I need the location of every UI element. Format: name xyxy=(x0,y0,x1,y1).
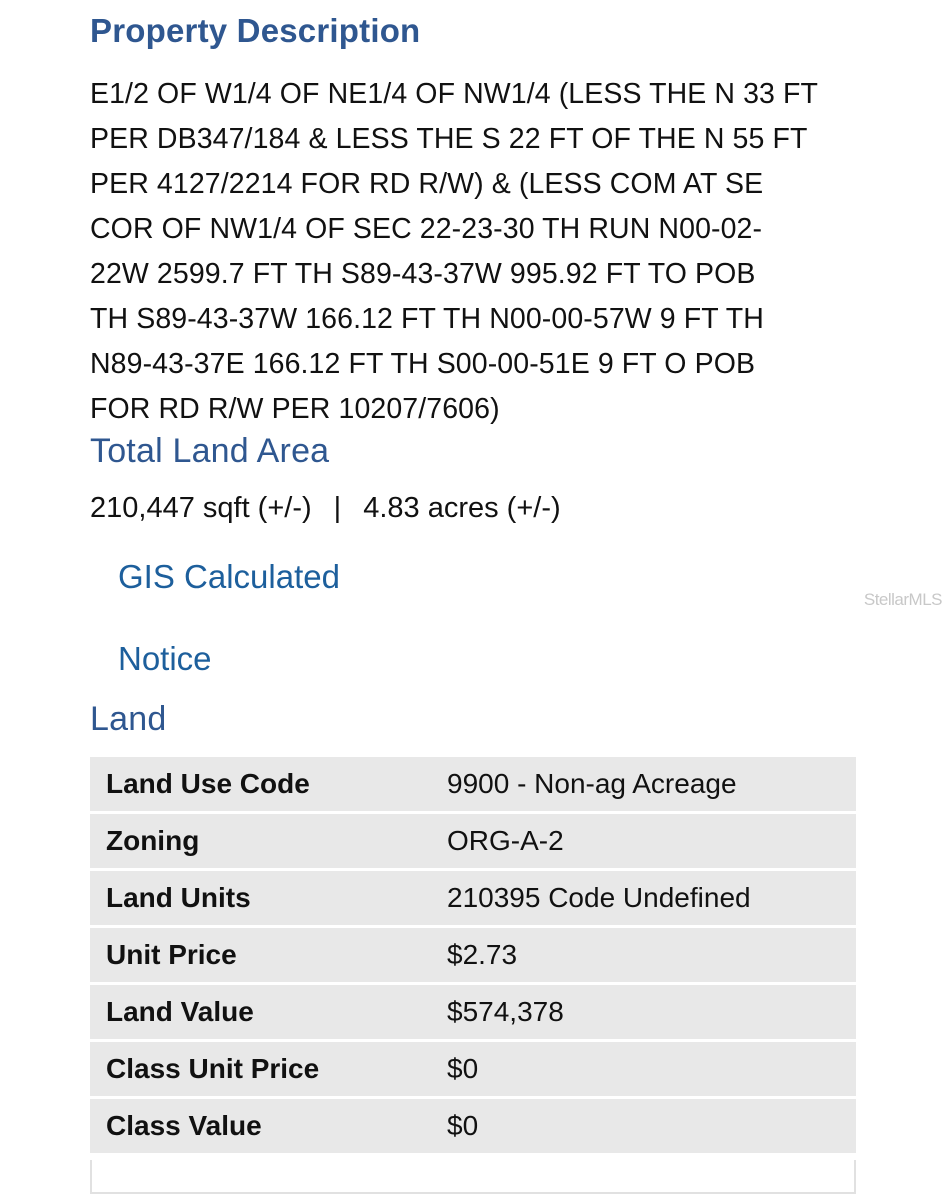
table-row xyxy=(90,927,856,984)
table-row xyxy=(90,984,856,1041)
table-row xyxy=(90,1098,856,1155)
table-footer xyxy=(90,1160,856,1194)
land-value-label: Land Value xyxy=(90,984,419,1041)
zoning-value: ORG-A-2 xyxy=(419,813,856,870)
description-line: TH S89-43-37W 166.12 FT TH N00-00-57W 9 FT TH xyxy=(90,303,764,335)
land-use-code-value: 9900 - Non-ag Acreage xyxy=(419,757,856,813)
description-line: E1/2 OF W1/4 OF NE1/4 OF NW1/4 (LESS THE N 33 FT xyxy=(90,78,819,110)
property-description-heading: Property Description xyxy=(90,12,421,49)
total-land-area-value xyxy=(90,492,561,525)
area-sqft: 210,447 sqft (+/-) xyxy=(90,492,312,524)
class-value-value: $0 xyxy=(419,1098,856,1155)
description-line: 22W 2599.7 FT TH S89-43-37W 995.92 FT TO POB xyxy=(90,258,756,290)
land-use-code-label: Land Use Code xyxy=(90,757,419,813)
table-row xyxy=(90,870,856,927)
table-row xyxy=(90,813,856,870)
class-unit-price-label: Class Unit Price xyxy=(90,1041,419,1098)
zoning-label: Zoning xyxy=(90,813,419,870)
property-description-text xyxy=(90,72,860,432)
land-units-value: 210395 Code Undefined xyxy=(419,870,856,927)
land-value-value: $574,378 xyxy=(419,984,856,1041)
area-acres: 4.83 acres (+/-) xyxy=(363,492,561,524)
unit-price-label: Unit Price xyxy=(90,927,419,984)
table-row xyxy=(90,1041,856,1098)
class-value-label: Class Value xyxy=(90,1098,419,1155)
table-row xyxy=(90,757,856,813)
gis-calculated-link[interactable]: GIS Calculated xyxy=(118,558,340,595)
notice-link[interactable]: Notice xyxy=(118,640,212,677)
stellarmls-watermark: StellarMLS xyxy=(863,590,942,609)
total-land-area-heading: Total Land Area xyxy=(90,432,330,470)
land-table xyxy=(90,757,856,1156)
description-line: N89-43-37E 166.12 FT TH S00-00-51E 9 FT O POB xyxy=(90,348,756,380)
land-units-label: Land Units xyxy=(90,870,419,927)
land-heading: Land xyxy=(90,700,167,738)
area-separator: | xyxy=(333,492,342,524)
unit-price-value: $2.73 xyxy=(419,927,856,984)
description-line: COR OF NW1/4 OF SEC 22-23-30 TH RUN N00-02- xyxy=(90,213,763,245)
class-unit-price-value: $0 xyxy=(419,1041,856,1098)
description-line: PER 4127/2214 FOR RD R/W) & (LESS COM AT SE xyxy=(90,168,764,200)
description-line: FOR RD R/W PER 10207/7606) xyxy=(90,393,500,425)
description-line: PER DB347/184 & LESS THE S 22 FT OF THE N 55 FT xyxy=(90,123,808,155)
